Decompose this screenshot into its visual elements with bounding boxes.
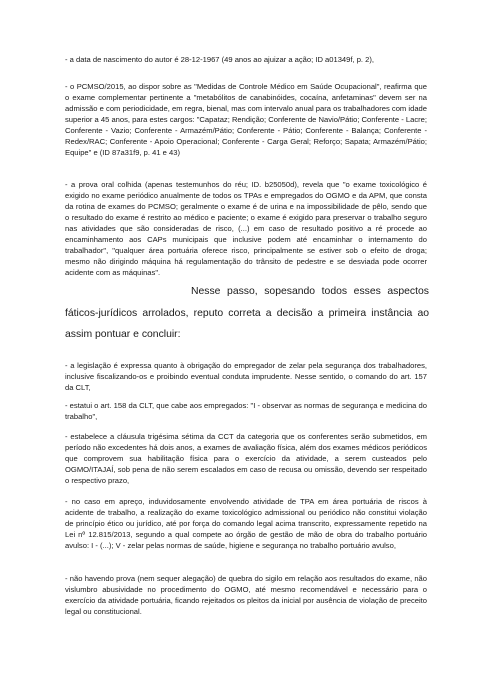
paragraph-no-proof: - não havendo prova (nem sequer alegação) de quebra do sigilo em relação aos resultados do exame, não vislumbro abusividade no procedimento do OGMO, até mesmo recomendável e necessário para o exercício da atividade portuária, ficando rejeitados os pleitos da inicial por ausência de violação de preceito legal ou constitucional. <box>65 574 427 616</box>
paragraph-legislation: - a legislação é expressa quanto à obrigação do empregador de zelar pela segurança dos trabalhadores, inclusive fiscalizando-os e proibindo eventual conduta imprudente. Nesse sentido, o comando do art. 157 da CLT, <box>65 361 427 392</box>
paragraph-case-analysis: - no caso em apreço, induvidosamente envolvendo atividade de TPA em área portuária de riscos à acidente de trabalho, a realização do exame toxicológico admissional ou periódico não constitui violação de princípio ético ou jurídico, até por força do comando legal acima transcrito, expressamente repetido na Lei nº 12.815/2013, segundo a qual compete ao órgão de gestão de mão de obra do trabalho portuário avulso: I - (...); V - zelar pelas normas de saúde, higiene e segurança no trabalho portuário avulso, <box>65 497 427 550</box>
paragraph-cct-clause: - estabelece a cláusula trigésima sétima da CCT da categoria que os conferentes serão submetidos, em período não excedentes há dois anos, a exames de avaliação física, além dos exames médicos periódicos que comprovem sua habilitação física para o exercício da atividade, a serem custeados pelo OGMO/ITAJAÍ, sob pena de não serem escalados em caso de recusa ou omissão, devendo ser respeitado o respectivo prazo, <box>65 432 427 485</box>
paragraph-birth-date: - a data de nascimento do autor é 28-12-1967 (49 anos ao ajuizar a ação; ID a01349f, p. 2), <box>65 55 375 64</box>
paragraph-conclusion-intro: Nesse passo, sopesando todos esses aspectos fáticos-jurídicos arrolados, reputo correta a decisão a primeira instância ao assim pontuar e concluir: <box>65 286 429 340</box>
paragraph-oral-evidence: - a prova oral colhida (apenas testemunhos do réu; ID. b25050d), revela que "o exame toxicológico é exigido no exame periódico anualmente de todos os TPAs e empregados do OGMO e da APM, que consta da rotina de exames do PCMSO; geralmente o exame é de urina e na impossibilidade de pêlo, sendo que o resultado do exame é restrito ao médico e paciente; o exame é exigido para preservar o trabalho seguro nas atividades que são consideradas de risco, (...) em caso de resultado positivo a ré procede ao encaminhamento aos CAPs municipais que inclusive podem até encaminhar o internamento do trabalhador", "qualquer área portuária oferece risco, principalmente se estiver sob o efeito de droga; mesmo não dirigindo máquina há regulamentação do trânsito de pedestre e se desviada pode ocorrer acidente com as máquinas". <box>65 180 427 277</box>
paragraph-art-158: - estatui o art. 158 da CLT, que cabe aos empregados: "I - observar as normas de segurança e medicina do trabalho", <box>65 401 427 421</box>
paragraph-pcmso: - o PCMSO/2015, ao dispor sobre as "Medidas de Controle Médico em Saúde Ocupacional", reafirma que o exame complementar pertinente a "metabólitos de canabinóides, cocaína, anfetaminas" devem ser na admissão e com periodicidade, em regra, bienal, mas com intervalo anual para os trabalhadores com idade superior a 45 anos, para estes cargos: "Capataz; Rendição; Conferente de Navio/Pátio; Conferente - Lacre; Conferente - Vazio; Conferente - Armazém/Pátio; Conferente - Pátio; Conferente - Balança; Conferente - Redex/RAC; Conferente - Apoio Operacional; Conferente - Carga Geral; Reforço; Sapata; Armazém/Pátio; Equipe" e (ID 87a31f9, p. 41 e 43) <box>65 82 427 157</box>
